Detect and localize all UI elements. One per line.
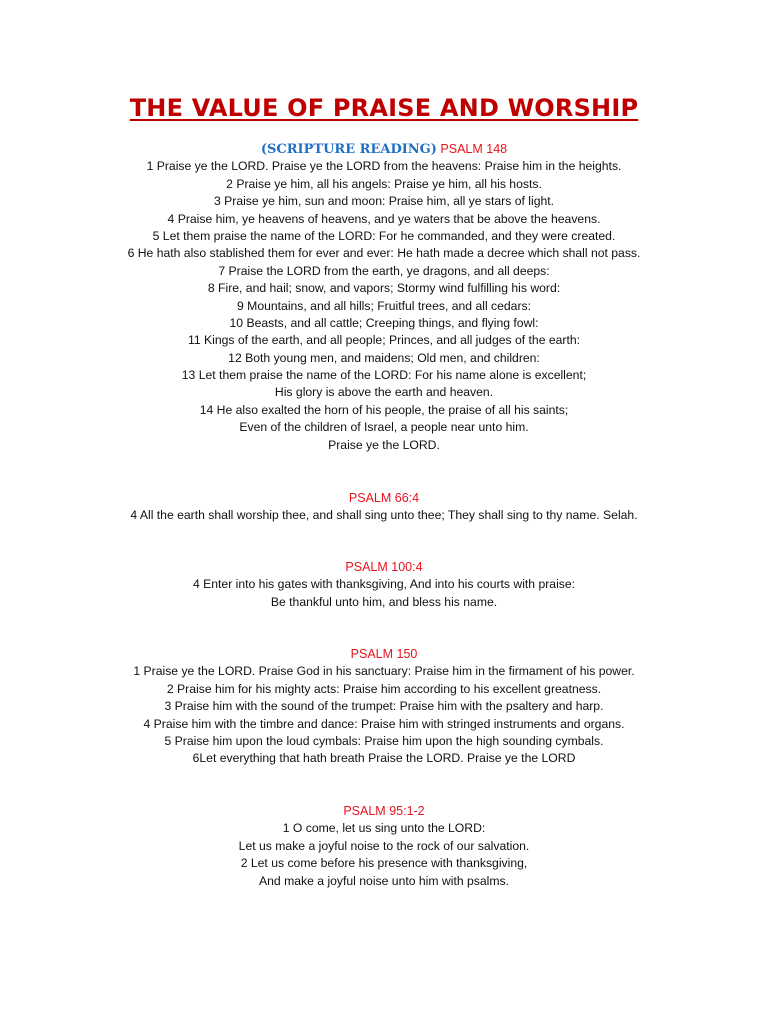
verse-line: 7 Praise the LORD from the earth, ye dragons, and all deeps: [218,263,550,278]
verse-line: 1 Praise ye the LORD. Praise God in his sanctuary: Praise him in the firmament of his power. [133,664,635,679]
scripture-reading-label: (SCRIPTURE READING) [260,142,437,157]
verse-line: Praise ye the LORD. [328,437,440,452]
verse-line: 3 Praise him with the sound of the trumpet: Praise him with the psaltery and harp. [164,699,604,714]
section-heading [0,490,768,507]
verse-line: 4 Praise him, ye heavens of heavens, and ye waters that be above the heavens. [167,211,601,226]
verse-line: 4 All the earth shall worship thee, and shall sing unto thee; They shall sing to thy name. Selah. [130,508,638,523]
scripture-section-psalm-148 [0,141,768,454]
psalm-reference: PSALM 148 [440,142,508,156]
section-heading [0,559,768,576]
verse-line: 2 Praise ye him, all his angels: Praise ye him, all his hosts. [226,176,542,191]
verse-line: 6 He hath also stablished them for ever and ever: He hath made a decree which shall not pass. [127,246,641,261]
verse-line: 6Let everything that hath breath Praise the LORD. Praise ye the LORD [192,751,576,766]
scripture-section-psalm-66 [0,490,768,525]
section-heading [0,141,768,158]
verse-line: His glory is above the earth and heaven. [274,385,494,400]
scripture-section-psalm-150 [0,646,768,768]
psalm-reference: PSALM 100:4 [345,560,423,574]
verse-line: 5 Praise him upon the loud cymbals: Praise him upon the high sounding cymbals. [164,733,604,748]
scripture-section-psalm-95 [0,803,768,890]
psalm-reference: PSALM 66:4 [348,491,420,505]
verse-line: 4 Enter into his gates with thanksgiving, And into his courts with praise: [192,577,576,592]
verse-line: 14 He also exalted the horn of his people, the praise of all his saints; [199,402,569,417]
verse-line: And make a joyful noise unto him with psalms. [259,873,509,888]
verse-line: 8 Fire, and hail; snow, and vapors; Stormy wind fulfilling his word: [207,281,561,296]
verse-line: 1 O come, let us sing unto the LORD: [282,821,486,836]
verse-line: 3 Praise ye him, sun and moon: Praise him, all ye stars of light. [213,194,555,209]
verse-line: 10 Beasts, and all cattle; Creeping things, and flying fowl: [229,315,539,330]
verse-line: 11 Kings of the earth, and all people; Princes, and all judges of the earth: [187,333,581,348]
psalm-reference: PSALM 150 [350,647,418,661]
verse-line: Be thankful unto him, and bless his name. [270,594,498,609]
verse-line: 12 Both young men, and maidens; Old men, and children: [228,350,540,365]
verse-line: Let us make a joyful noise to the rock of our salvation. [238,838,530,853]
verse-line: 4 Praise him with the timbre and dance: Praise him with stringed instruments and organs. [143,716,625,731]
scripture-section-psalm-100 [0,559,768,611]
section-heading [0,646,768,663]
verse-line: 5 Let them praise the name of the LORD: For he commanded, and they were created. [152,228,616,243]
verse-line: 9 Mountains, and all hills; Fruitful trees, and all cedars: [237,298,531,313]
verse-line: 2 Let us come before his presence with thanksgiving, [240,856,528,871]
psalm-reference: PSALM 95:1-2 [343,804,425,818]
verse-line: 1 Praise ye the LORD. Praise ye the LORD from the heavens: Praise him in the heights. [146,159,622,174]
document-title: THE VALUE OF PRAISE AND WORSHIP [129,94,639,122]
verse-line: 2 Praise him for his mighty acts: Praise him according to his excellent greatness. [166,681,602,696]
verse-line: 13 Let them praise the name of the LORD: For his name alone is excellent; [181,368,587,383]
section-heading [0,803,768,820]
verse-line: Even of the children of Israel, a people near unto him. [239,420,529,435]
